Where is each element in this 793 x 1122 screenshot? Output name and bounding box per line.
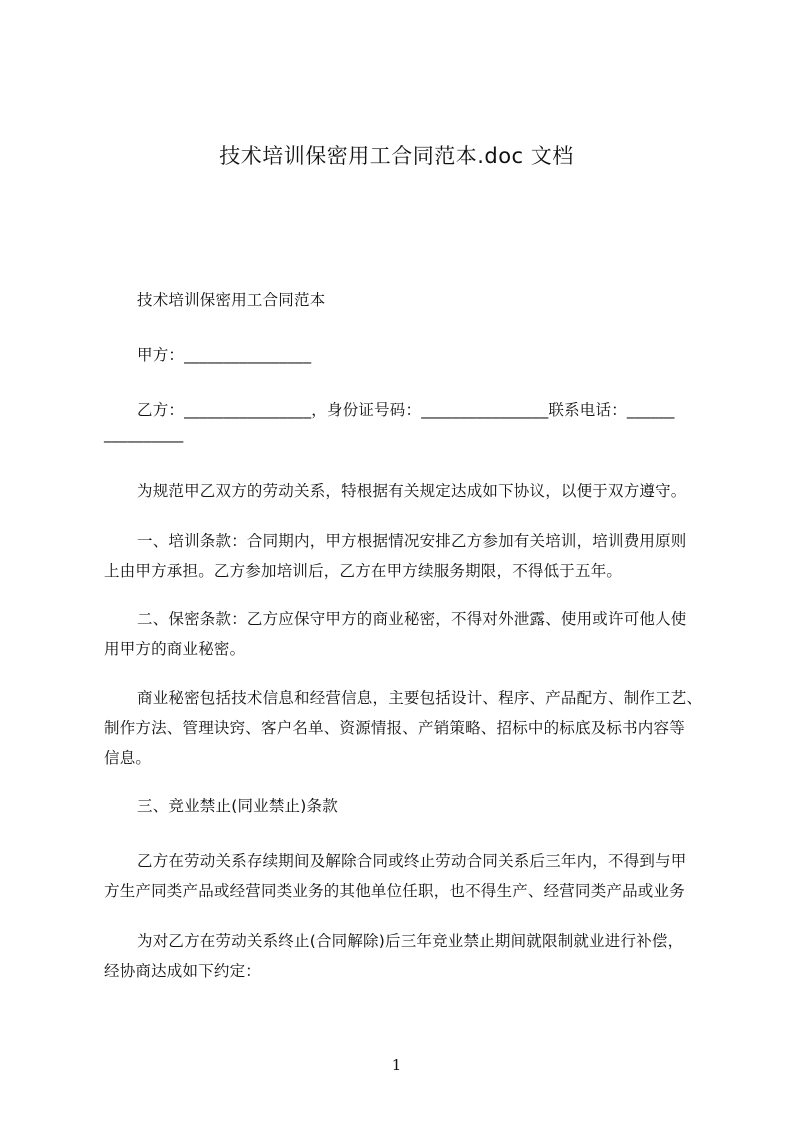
party-b-line-2: __________	[104, 425, 184, 443]
party-b-field	[104, 395, 704, 449]
clause-training-line-1: 一、培训条款：合同期内，甲方根据情况安排乙方参加有关培训，培训费用原则	[137, 532, 687, 550]
clause-confidentiality-line-2: 用甲方的商业秘密。	[104, 640, 246, 658]
clause-non-compete-heading-text: 三、竞业禁止(同业禁止)条款	[137, 797, 338, 815]
party-a-field	[104, 340, 704, 370]
non-compete-line-1: 乙方在劳动关系存续期间及解除合同或终止劳动合同关系后三年内，不得到与甲	[137, 852, 687, 870]
clause-confidentiality	[104, 604, 704, 664]
clause-non-compete-heading	[104, 791, 704, 821]
party-b-line-1: 乙方：________________，身份证号码：________________联系电话：______	[137, 401, 675, 419]
trade-secrets-line-3: 信息。	[104, 749, 152, 767]
intro-text: 为规范甲乙双方的劳动关系，特根据有关规定达成如下协议，以便于双方遵守。	[137, 482, 687, 500]
trade-secrets-line-2: 制作方法、管理诀窍、客户名单、资源情报、产销策略、招标中的标底及标书内容等	[104, 719, 685, 737]
clause-training	[104, 526, 704, 586]
clause-confidentiality-line-1: 二、保密条款：乙方应保守甲方的商业秘密，不得对外泄露、使用或许可他人使	[137, 610, 687, 628]
party-a-text: 甲方：________________	[137, 346, 312, 364]
contract-heading-text: 技术培训保密用工合同范本	[137, 291, 326, 309]
document-title: 技术培训保密用工合同范本.doc 文档	[219, 144, 574, 168]
clause-training-line-2: 上由甲方承担。乙方参加培训后，乙方在甲方续服务期限，不得低于五年。	[104, 562, 623, 580]
non-compete-line-2: 方生产同类产品或经营同类业务的其他单位任职，也不得生产、经营同类产品或业务	[104, 882, 685, 900]
compensation-line-2: 经协商达成如下约定：	[104, 962, 262, 980]
page-number: 1	[391, 1056, 402, 1074]
non-compete-paragraph	[104, 846, 704, 906]
trade-secrets-paragraph	[104, 683, 704, 773]
compensation-paragraph	[104, 926, 704, 986]
trade-secrets-line-1: 商业秘密包括技术信息和经营信息，主要包括设计、程序、产品配方、制作工艺、	[137, 689, 703, 707]
compensation-line-1: 为对乙方在劳动关系终止(合同解除)后三年竞业禁止期间就限制就业进行补偿，	[137, 932, 684, 950]
contract-heading	[104, 285, 704, 315]
intro-paragraph	[104, 476, 704, 506]
